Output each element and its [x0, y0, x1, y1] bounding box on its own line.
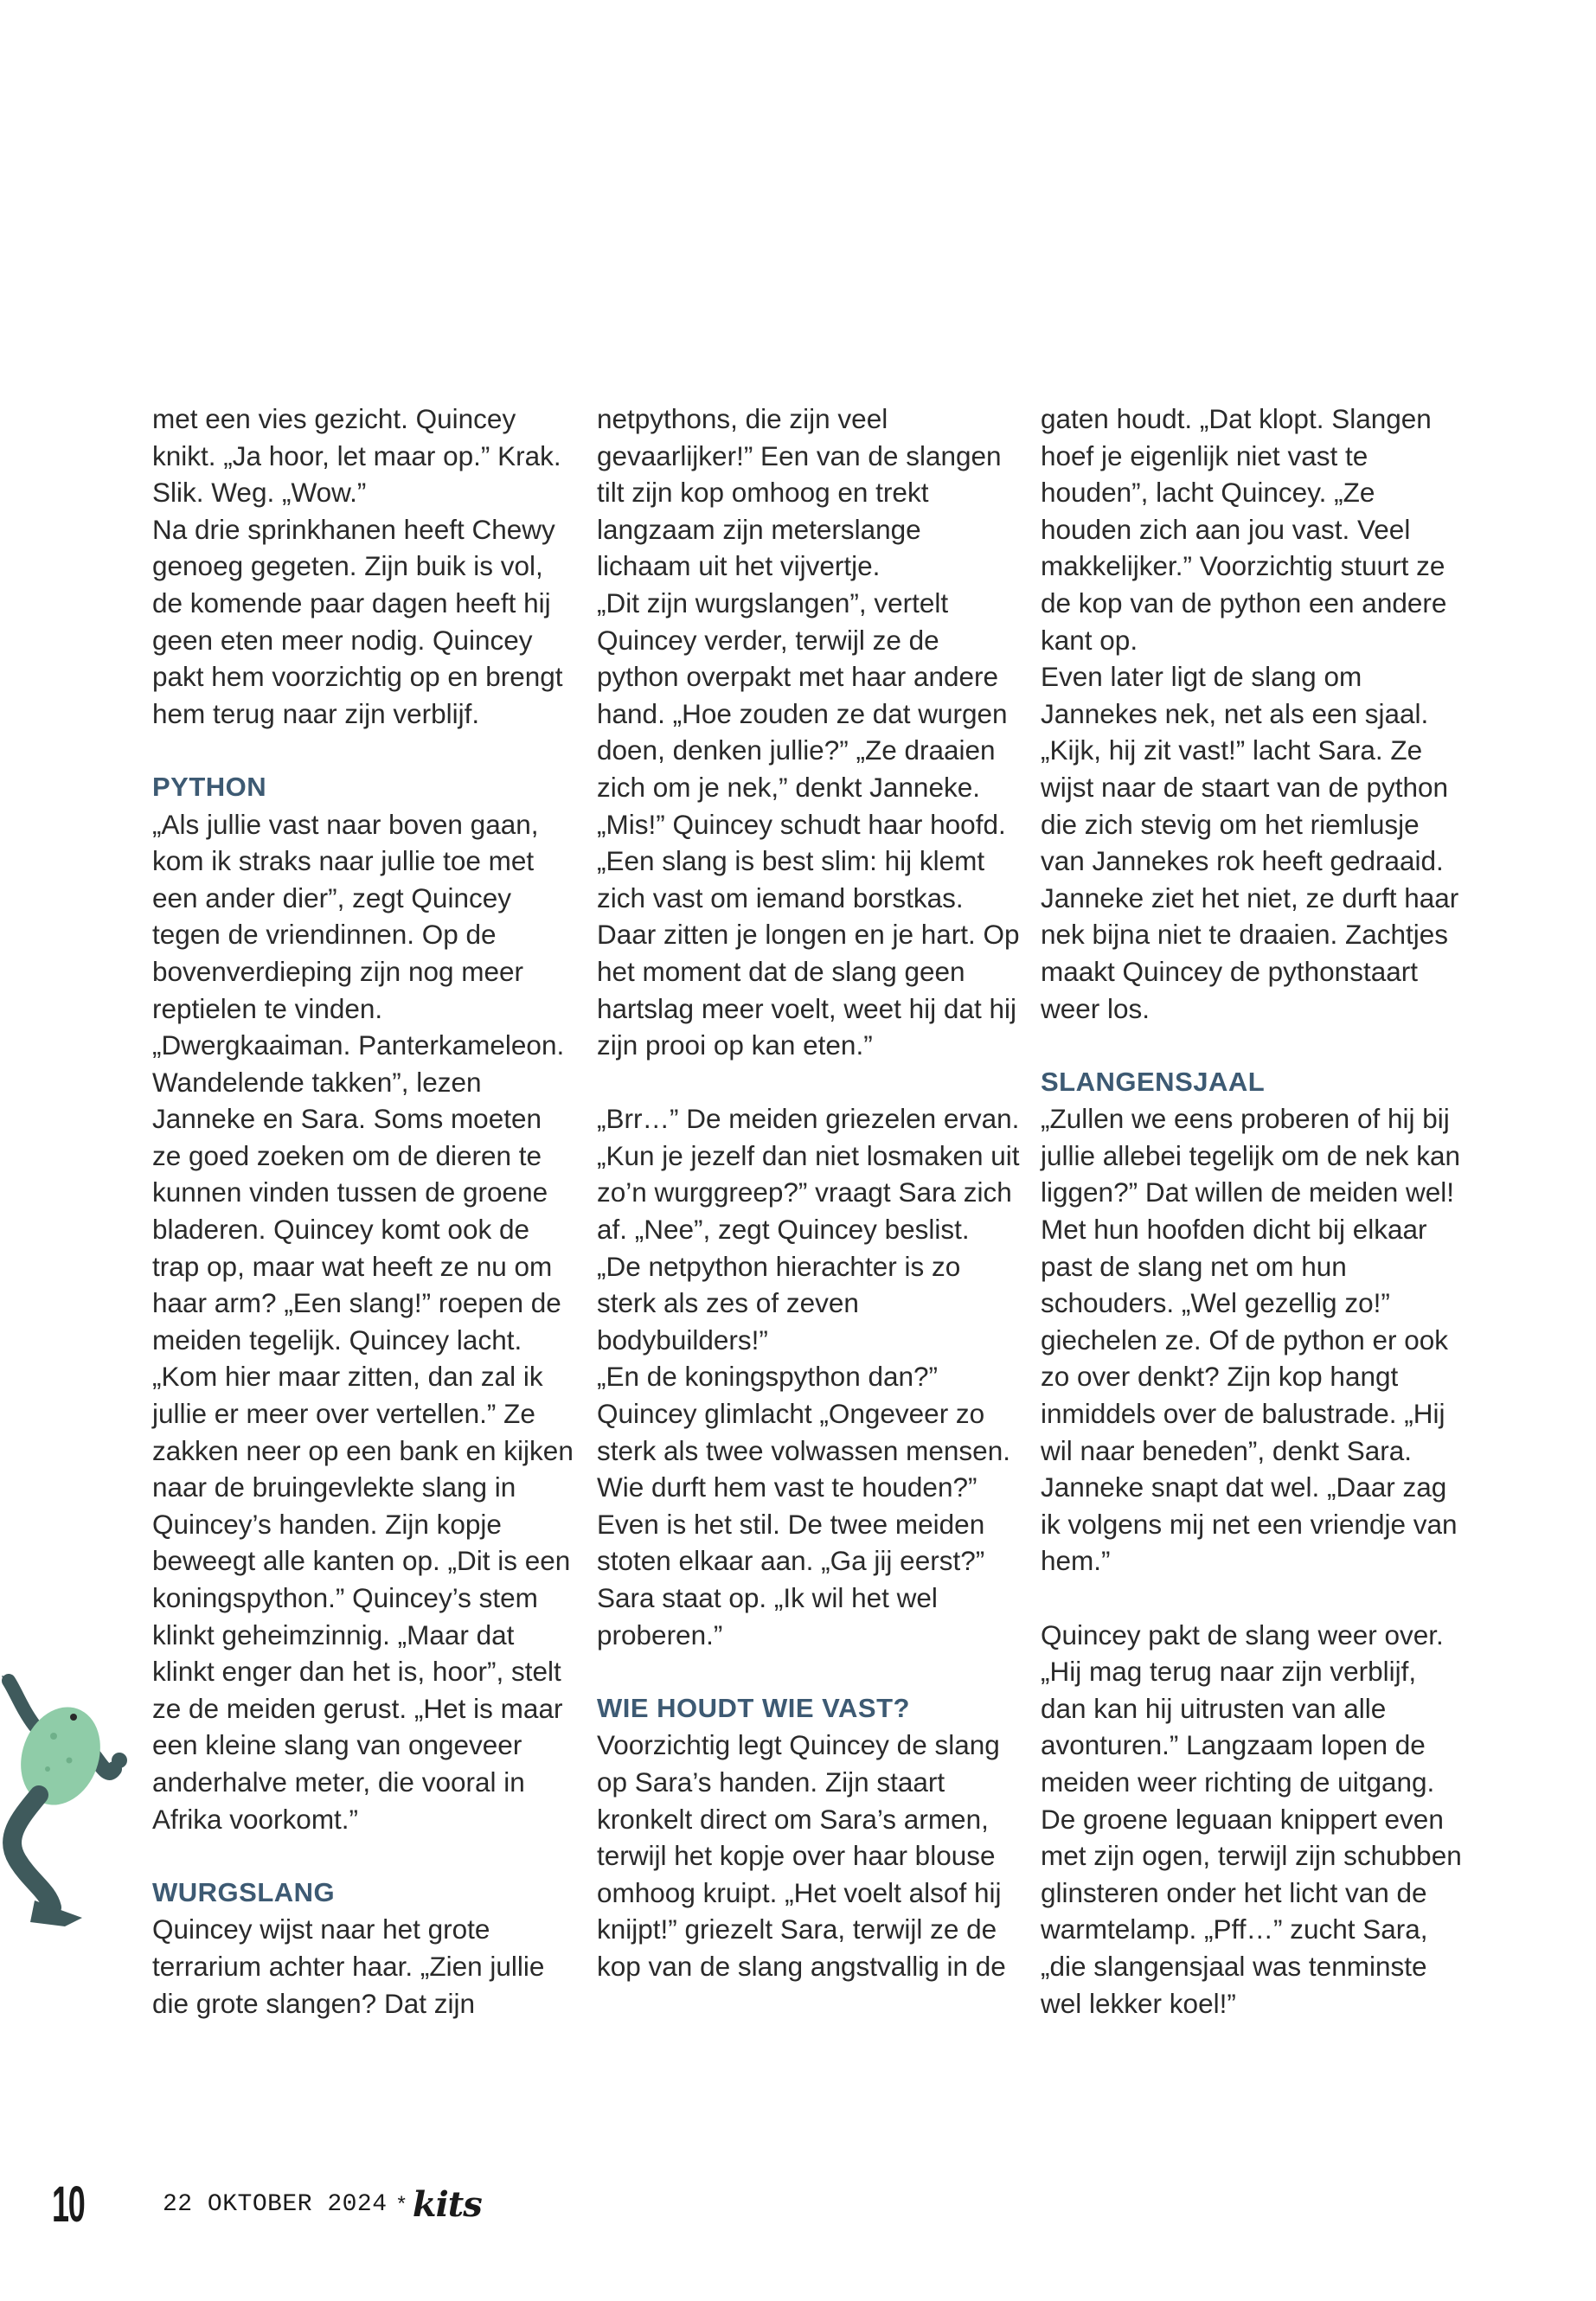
paragraph: „Brr…” De meiden griezelen ervan. „Kun je jezelf dan niet losmaken uit zo’n wurggreep?” vraagt Sara zich af. „Nee”, zegt Quincey beslist. „De netpython hierachter is zo sterk als zes of zeven bodybuilders!” [597, 1103, 1020, 1356]
paragraph-gap [597, 1064, 1021, 1101]
section-heading: SLANGENSJAAL [1041, 1066, 1266, 1097]
paragraph: gaten houdt. „Dat klopt. Slangen hoef je eigenlijk niet vast te houden”, lacht Quincey. „Ze houden zich aan jou vast. Veel makkelijker.” Voorzichtig stuurt ze de kop van de python een andere kant op. [1041, 403, 1447, 656]
paragraph-gap [597, 1653, 1021, 1690]
star-asterisk-icon: * [397, 2192, 406, 2215]
paragraph: netpythons, die zijn veel gevaarlijker!” Een van de slangen tilt zijn kop omhoog en trekt langzaam zijn meterslange lichaam uit het vijvertje. [597, 403, 1002, 582]
paragraph: „Zullen we eens proberen of hij bij jullie allebei tegelijk om de nek kan liggen?” Dat willen de meiden wel! Met hun hoofden dicht bij elkaar past de slang net om hun schouders. „Wel gezellig zo!” giechelen ze. Of de python er ook zo over denkt? Zijn kop hangt inmiddels over de balustrade. „Hij wil naar beneden”, denkt Sara. Janneke snapt dat wel. „Daar zag ik volgens mij net een vriendje van hem.” [1041, 1103, 1461, 1577]
article-column-2 [597, 401, 1021, 1985]
paragraph: „Dit zijn wurgslangen”, vertelt Quincey verder, terwijl ze de python overpakt met haar andere hand. „Hoe zouden ze dat wurgen doen, denken jullie?” „Ze draaien zich om je nek,” denkt Janneke. „Mis!” Quincey schudt haar hoofd. „Een slang is best slim: hij klemt zich vast om iemand borstkas. Daar zitten je longen en je hart. Op het moment dat de slang geen hartslag meer voelt, weet hij dat hij zijn prooi op kan eten.” [597, 586, 1020, 1061]
paragraph: Voorzichtig legt Quincey de slang op Sara’s handen. Zijn staart kronkelt direct om Sara’s armen, terwijl het kopje over haar blouse omhoog kruipt. „Het voelt alsof hij knijpt!” griezelt Sara, terwijl ze de kop van de slang angstvallig in de [597, 1729, 1006, 1982]
brand-logo: kits [412, 2183, 482, 2225]
issue-date: 22 OKTOBER 2024 [163, 2190, 388, 2218]
section-heading: WIE HOUDT WIE VAST? [597, 1692, 910, 1723]
paragraph: „En de koningspython dan?” Quincey glimlacht „Ongeveer zo sterk als twee volwassen mensen. Wie durft hem vast te houden?” Even is het stil. De twee meiden stoten elkaar aan. „Ga jij eerst?” Sara staat op. „Ik wil het wel proberen.” [597, 1361, 1010, 1650]
paragraph-gap [1041, 1580, 1465, 1617]
paragraph-gap [152, 732, 576, 769]
page-footer [52, 2176, 482, 2233]
paragraph: Quincey pakt de slang weer over. „Hij mag terug naar zijn verblijf, dan kan hij uitrusten van alle avonturen.” Langzaam lopen de meiden weer richting de uitgang. De groene leguaan knippert even met zijn ogen, terwijl zijn schubben glinsteren onder het licht van de warmtelamp. „Pff…” zucht Sara, „die slangensjaal was tenminste wel lekker koel!” [1041, 1618, 1462, 2019]
paragraph: Na drie sprinkhanen heeft Chewy genoeg gegeten. Zijn buik is vol, de komende paar dagen heeft hij geen eten meer nodig. Quincey pakt hem voorzichtig op en brengt hem terug naar zijn verblijf. [152, 513, 563, 729]
article-column-1 [152, 401, 576, 2022]
section-heading: PYTHON [152, 771, 267, 802]
frog-illustration [0, 1674, 130, 1959]
paragraph: Quincey wijst naar het grote terrarium achter haar. „Zien jullie die grote slangen? Dat zijn [152, 1913, 545, 2019]
article-column-3 [1041, 401, 1465, 2022]
section-heading: WURGSLANG [152, 1876, 336, 1907]
paragraph: Even later ligt de slang om Jannekes nek, net als een sjaal. „Kijk, hij zit vast!” lacht Sara. Ze wijst naar de staart van de python die zich stevig om het riemlusje van Jannekes rok heeft gedraaid. Janneke ziet het niet, ze durft haar nek bijna niet te draaien. Zachtjes maakt Quincey de pythonstaart weer los. [1041, 661, 1459, 1024]
paragraph: „Als jullie vast naar boven gaan, kom ik straks naar jullie toe met een ander dier”, zegt Quincey tegen de vriendinnen. Op de bovenverdieping zijn nog meer reptielen te vinden. „Dwergkaaiman. Panterkameleon. Wandelende takken”, lezen Janneke en Sara. Soms moeten ze goed zoeken om de dieren te kunnen vinden tussen de groene bladeren. Quincey komt ook de trap op, maar wat heeft ze nu om haar arm? „Een slang!” roepen de meiden tegelijk. Quincey lacht. „Kom hier maar zitten, dan zal ik jullie er meer over vertellen.” Ze zakken neer op een bank en kijken naar de bruingevlekte slang in Quincey’s handen. Zijn kopje beweegt alle kanten op. „Dit is een koningspython.” Quincey’s stem klinkt geheimzinnig. „Maar dat klinkt enger dan het is, hoor”, stelt ze de meiden gerust. „Het is maar een kleine slang van ongeveer anderhalve meter, die vooral in Afrika voorkomt.” [152, 808, 574, 1835]
page-number: 10 [52, 2176, 85, 2233]
paragraph-gap [152, 1837, 576, 1875]
paragraph: met een vies gezicht. Quincey knikt. „Ja hoor, let maar op.” Krak. Slik. Weg. „Wow.” [152, 403, 561, 509]
paragraph-gap [1041, 1027, 1465, 1064]
